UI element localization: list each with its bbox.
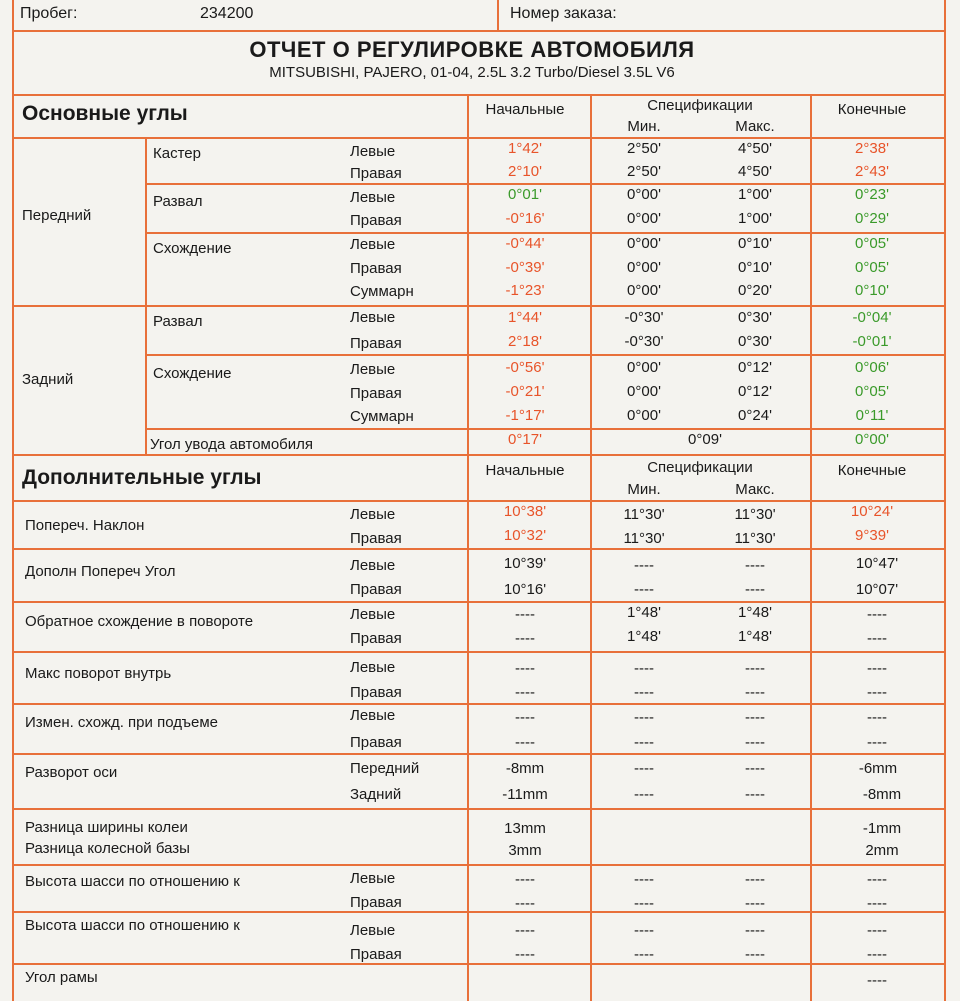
main-row-11-spec-min: 0°00' xyxy=(627,407,661,424)
ride-height-label: Высота шасси по отношению к xyxy=(25,873,240,890)
dash: ---- xyxy=(515,684,535,701)
front-camber-label: Развал xyxy=(153,193,203,210)
ride-height-label: Высота шасси по отношению к xyxy=(25,917,240,934)
dash: ---- xyxy=(515,660,535,677)
main-row-11-spec-max: 0°24' xyxy=(738,407,772,424)
main-row-6-spec-max: 0°20' xyxy=(738,282,772,299)
side-total: Суммарн xyxy=(350,283,414,300)
wheelbase-diff-initial: 3mm xyxy=(508,842,542,859)
main-row-6-spec-min: 0°00' xyxy=(627,282,661,299)
main-row-7-initial: 1°44' xyxy=(508,309,542,326)
dash: ---- xyxy=(867,630,887,647)
dash: ---- xyxy=(745,660,765,677)
side-right: Правая xyxy=(350,530,402,547)
side-front: Передний xyxy=(350,760,420,777)
main-row-9-spec-min: 0°00' xyxy=(627,359,661,376)
main-row-0-initial: 1°42' xyxy=(508,140,542,157)
main-row-9-spec-max: 0°12' xyxy=(738,359,772,376)
side-left: Левые xyxy=(350,659,396,676)
side-left: Левые xyxy=(350,309,396,326)
toe-out-left-min: 1°48' xyxy=(627,604,661,621)
col-initial: Начальные xyxy=(485,101,565,118)
dash: ---- xyxy=(745,895,765,912)
col-spec: Спецификации xyxy=(647,459,753,476)
sai-right-max: 11°30' xyxy=(734,530,776,547)
dash: ---- xyxy=(867,871,887,888)
side-left: Левые xyxy=(350,606,396,623)
setback-rear-final: -8mm xyxy=(862,786,902,803)
main-row-8-spec-min: -0°30' xyxy=(624,333,664,350)
dash: ---- xyxy=(634,557,654,574)
main-row-5-final: 0°05' xyxy=(855,259,889,276)
main-row-10-spec-min: 0°00' xyxy=(627,383,661,400)
side-total: Суммарн xyxy=(350,408,414,425)
col-initial: Начальные xyxy=(485,462,565,479)
col-min: Мин. xyxy=(627,481,661,498)
side-right: Правая xyxy=(350,581,402,598)
main-row-6-initial: -1°23' xyxy=(505,282,545,299)
toe-out-right-max: 1°48' xyxy=(738,628,772,645)
dash: ---- xyxy=(634,709,654,726)
toe-out-right-min: 1°48' xyxy=(627,628,661,645)
sai-right-initial: 10°32' xyxy=(503,527,547,544)
dash: ---- xyxy=(634,660,654,677)
dash: ---- xyxy=(634,871,654,888)
caster-label: Кастер xyxy=(153,145,201,162)
col-max: Макс. xyxy=(735,481,775,498)
dash: ---- xyxy=(745,557,765,574)
dash: ---- xyxy=(634,922,654,939)
main-row-3-initial: -0°16' xyxy=(505,210,545,227)
setback-rear-initial: -11mm xyxy=(502,786,548,803)
thrust-initial: 0°17' xyxy=(508,431,542,448)
main-row-2-spec-max: 1°00' xyxy=(738,186,772,203)
dash: ---- xyxy=(867,660,887,677)
toe-out-left-max: 1°48' xyxy=(738,604,772,621)
sai-right-final: 9°39' xyxy=(855,527,889,544)
main-row-3-final: 0°29' xyxy=(855,210,889,227)
dash: ---- xyxy=(745,734,765,751)
main-row-5-initial: -0°39' xyxy=(505,259,545,276)
side-left: Левые xyxy=(350,922,396,939)
main-row-1-final: 2°43' xyxy=(855,163,889,180)
dash: ---- xyxy=(867,709,887,726)
main-row-1-spec-max: 4°50' xyxy=(738,163,772,180)
sai-left-min: 11°30' xyxy=(623,506,665,523)
thrust-final: 0°00' xyxy=(855,431,889,448)
dash: ---- xyxy=(867,946,887,963)
side-right: Правая xyxy=(350,946,402,963)
dash: ---- xyxy=(867,972,887,989)
col-max: Макс. xyxy=(735,118,775,135)
dash: ---- xyxy=(745,871,765,888)
main-row-4-spec-min: 0°00' xyxy=(627,235,661,252)
dash: ---- xyxy=(634,581,654,598)
sai-label: Попереч. Наклон xyxy=(25,517,145,534)
dash: ---- xyxy=(515,709,535,726)
side-left: Левые xyxy=(350,557,396,574)
main-row-10-final: 0°05' xyxy=(855,383,889,400)
mileage-label: Пробег: xyxy=(20,5,78,22)
included-left-initial: 10°39' xyxy=(503,555,547,572)
dash: ---- xyxy=(515,734,535,751)
col-min: Мин. xyxy=(627,118,661,135)
included-right-initial: 10°16' xyxy=(503,581,547,598)
dash: ---- xyxy=(634,684,654,701)
order-number-label: Номер заказа: xyxy=(510,5,617,22)
included-right-final: 10°07' xyxy=(855,581,899,598)
dash: ---- xyxy=(745,709,765,726)
main-row-4-final: 0°05' xyxy=(855,235,889,252)
main-row-2-spec-min: 0°00' xyxy=(627,186,661,203)
rear-label: Задний xyxy=(22,371,74,388)
side-right: Правая xyxy=(350,260,402,277)
main-row-2-final: 0°23' xyxy=(855,186,889,203)
dash: ---- xyxy=(745,684,765,701)
dash: ---- xyxy=(515,946,535,963)
thrust-angle-label: Угол увода автомобиля xyxy=(150,436,314,453)
side-right: Правая xyxy=(350,684,402,701)
setback-label: Разворот оси xyxy=(25,764,118,781)
dash: ---- xyxy=(867,734,887,751)
max-turn-label: Макс поворот внутрь xyxy=(25,665,172,682)
rear-camber-label: Развал xyxy=(153,313,203,330)
dash: ---- xyxy=(634,946,654,963)
main-row-0-spec-min: 2°50' xyxy=(627,140,661,157)
side-left: Левые xyxy=(350,506,396,523)
setback-front-initial: -8mm xyxy=(505,760,545,777)
main-row-0-final: 2°38' xyxy=(855,140,889,157)
main-row-2-initial: 0°01' xyxy=(508,186,542,203)
track-diff-initial: 13mm xyxy=(504,820,546,837)
dash: ---- xyxy=(515,871,535,888)
main-row-4-spec-max: 0°10' xyxy=(738,235,772,252)
main-row-9-final: 0°06' xyxy=(855,359,889,376)
dash: ---- xyxy=(745,922,765,939)
dash: ---- xyxy=(634,760,654,777)
main-row-7-spec-min: -0°30' xyxy=(624,309,664,326)
main-row-10-spec-max: 0°12' xyxy=(738,383,772,400)
dash: ---- xyxy=(867,922,887,939)
dash: ---- xyxy=(634,786,654,803)
main-row-11-final: 0°11' xyxy=(855,407,889,424)
col-final: Конечные xyxy=(837,462,907,479)
dash: ---- xyxy=(634,734,654,751)
dash: ---- xyxy=(745,581,765,598)
rear-toe-label: Схождение xyxy=(153,365,232,382)
sai-right-min: 11°30' xyxy=(623,530,665,547)
included-angle-label: Дополн Попереч Угол xyxy=(25,563,176,580)
side-right: Правая xyxy=(350,335,402,352)
frame-angle-label: Угол рамы xyxy=(25,969,98,986)
dash: ---- xyxy=(745,786,765,803)
side-right: Правая xyxy=(350,734,402,751)
side-right: Правая xyxy=(350,212,402,229)
main-row-8-final: -0°01' xyxy=(852,333,892,350)
report-title: ОТЧЕТ О РЕГУЛИРОВКЕ АВТОМОБИЛЯ xyxy=(249,37,695,62)
dash: ---- xyxy=(867,895,887,912)
main-row-8-initial: 2°18' xyxy=(508,333,542,350)
main-row-5-spec-max: 0°10' xyxy=(738,259,772,276)
side-left: Левые xyxy=(350,143,396,160)
extra-angles-title: Дополнительные углы xyxy=(22,466,262,489)
side-right: Правая xyxy=(350,894,402,911)
main-angles-title: Основные углы xyxy=(22,102,188,125)
sai-left-initial: 10°38' xyxy=(503,503,547,520)
main-row-0-spec-max: 4°50' xyxy=(738,140,772,157)
dash: ---- xyxy=(867,606,887,623)
col-spec: Спецификации xyxy=(647,97,753,114)
thrust-spec: 0°09' xyxy=(688,431,722,448)
dash: ---- xyxy=(515,895,535,912)
main-row-1-initial: 2°10' xyxy=(508,163,542,180)
vehicle-description: MITSUBISHI, PAJERO, 01-04, 2.5L 3.2 Turbo/Diesel 3.5L V6 xyxy=(269,64,675,81)
dash: ---- xyxy=(634,895,654,912)
dash: ---- xyxy=(515,630,535,647)
dash: ---- xyxy=(515,606,535,623)
setback-front-final: -6mm xyxy=(858,760,898,777)
track-diff-label: Разница ширины колеи xyxy=(25,819,188,836)
front-label: Передний xyxy=(22,207,92,224)
included-left-final: 10°47' xyxy=(855,555,899,572)
main-row-3-spec-min: 0°00' xyxy=(627,210,661,227)
dash: ---- xyxy=(745,946,765,963)
main-row-9-initial: -0°56' xyxy=(505,359,545,376)
side-rear: Задний xyxy=(350,786,402,803)
wheelbase-diff-label: Разница колесной базы xyxy=(25,840,190,857)
main-row-1-spec-min: 2°50' xyxy=(627,163,661,180)
main-row-7-final: -0°04' xyxy=(852,309,892,326)
main-row-6-final: 0°10' xyxy=(855,282,889,299)
dash: ---- xyxy=(867,684,887,701)
front-toe-label: Схождение xyxy=(153,240,232,257)
dash: ---- xyxy=(515,922,535,939)
side-right: Правая xyxy=(350,165,402,182)
col-final: Конечные xyxy=(837,101,907,118)
side-right: Правая xyxy=(350,385,402,402)
main-row-8-spec-max: 0°30' xyxy=(738,333,772,350)
toe-change-label: Измен. схожд. при подъеме xyxy=(25,714,219,731)
main-row-7-spec-max: 0°30' xyxy=(738,309,772,326)
dash: ---- xyxy=(745,760,765,777)
toe-out-turns-label: Обратное схождение в повороте xyxy=(25,613,254,630)
main-row-10-initial: -0°21' xyxy=(505,383,545,400)
track-diff-final: -1mm xyxy=(862,820,902,837)
side-left: Левые xyxy=(350,870,396,887)
side-right: Правая xyxy=(350,630,402,647)
mileage-value: 234200 xyxy=(200,5,254,22)
main-row-4-initial: -0°44' xyxy=(505,235,545,252)
side-left: Левые xyxy=(350,236,396,253)
main-row-3-spec-max: 1°00' xyxy=(738,210,772,227)
side-left: Левые xyxy=(350,189,396,206)
sai-left-final: 10°24' xyxy=(850,503,894,520)
main-row-11-initial: -1°17' xyxy=(505,407,545,424)
sai-left-max: 11°30' xyxy=(734,506,776,523)
wheelbase-diff-final: 2mm xyxy=(865,842,899,859)
side-left: Левые xyxy=(350,361,396,378)
main-row-5-spec-min: 0°00' xyxy=(627,259,661,276)
side-left: Левые xyxy=(350,707,396,724)
